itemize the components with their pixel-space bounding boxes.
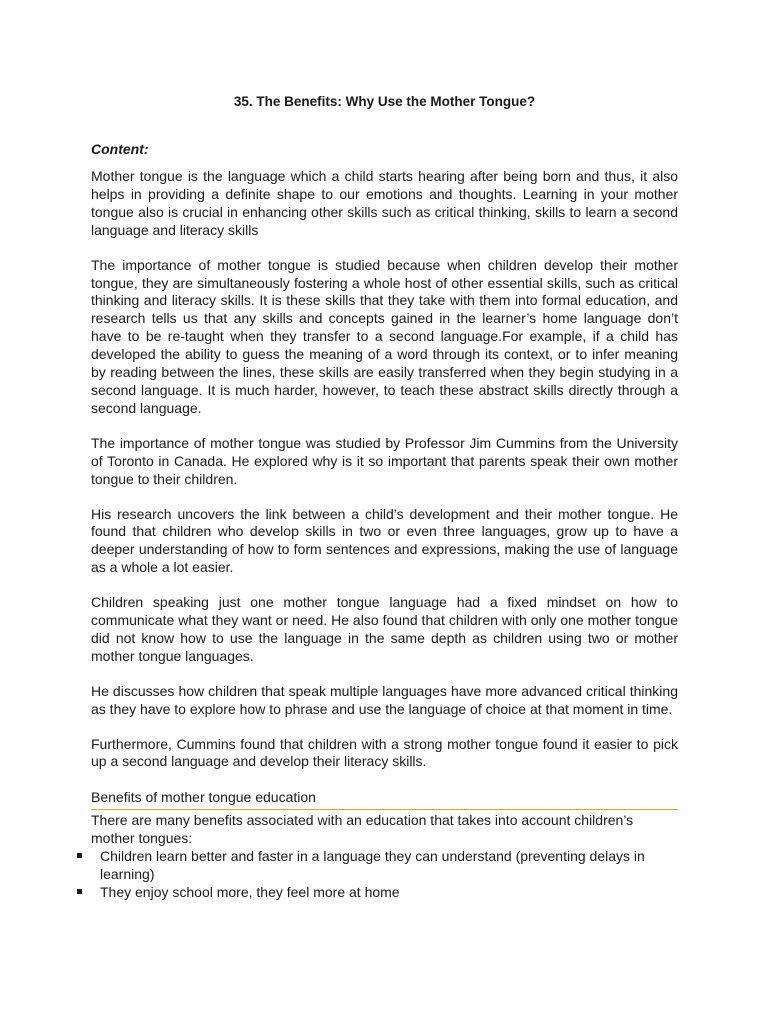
list-item (91, 884, 678, 902)
document-page (91, 93, 678, 902)
content-label: Content: (91, 141, 149, 157)
square-bullet-icon (77, 853, 82, 858)
paragraph-research-link: His research uncovers the link between a child’s development and their mother tongue. He found that children who develop skills in two or even three languages, grow up to have a deeper understanding of how to form sentences and expressions, making the use of language as a whole a lot easier. (91, 505, 678, 576)
benefits-list (91, 848, 678, 902)
paragraph-mother-tongue-definition: Mother tongue is the language which a child starts hearing after being born and thus, it also helps in providing a definite shape to our emotions and thoughts. Learning in your mother tongue also is crucial in enhancing other skills such as critical thinking, skills to learn a second language and literacy skills (91, 168, 678, 238)
paragraph-cummins-intro: The importance of mother tongue was studied by Professor Jim Cummins from the University of Toronto in Canada. He explored why is it so important that parents speak their own mother tongue to their children. (91, 434, 678, 487)
paragraph-single-language: Children speaking just one mother tongue language had a fixed mindset on how to communicate what they want or need. He also found that children with only one mother tongue did not know how to use the language in the same depth as children using two or mother mother tongue languages. (91, 594, 678, 664)
benefit-text: They enjoy school more, they feel more at home (100, 884, 400, 900)
page-title: 35. The Benefits: Why Use the Mother Tongue? (233, 94, 536, 109)
paragraph-second-language: Furthermore, Cummins found that children with a strong mother tongue found it easier to pick up a second language and develop their literacy skills. (91, 735, 678, 770)
square-bullet-icon (77, 889, 82, 894)
paragraph-critical-thinking: He discusses how children that speak multiple languages have more advanced critical thinking as they have to explore how to phrase and use the language of choice at that moment in time. (91, 682, 678, 717)
list-item (91, 848, 678, 884)
benefits-heading: Benefits of mother tongue education (91, 788, 678, 810)
benefit-text: Children learn better and faster in a language they can understand (preventing delays in learning) (100, 848, 645, 883)
paragraph-importance-study: The importance of mother tongue is studied because when children develop their mother tongue, they are simultaneously fostering a whole host of other essential skills, such as critical thinking and literacy skills. It is these skills that they take with them into formal education, and research tells us that any skills and concepts gained in the learner’s home language don’t have to be re-taught when they transfer to a second language.For example, if a child has developed the ability to guess the meaning of a word through its context, or to infer meaning by reading between the lines, these skills are easily transferred when they begin studying in a second language. It is much harder, however, to teach these abstract skills directly through a second language. (91, 256, 678, 416)
benefits-intro: There are many benefits associated with an education that takes into account children’s mother tongues: (91, 812, 634, 847)
